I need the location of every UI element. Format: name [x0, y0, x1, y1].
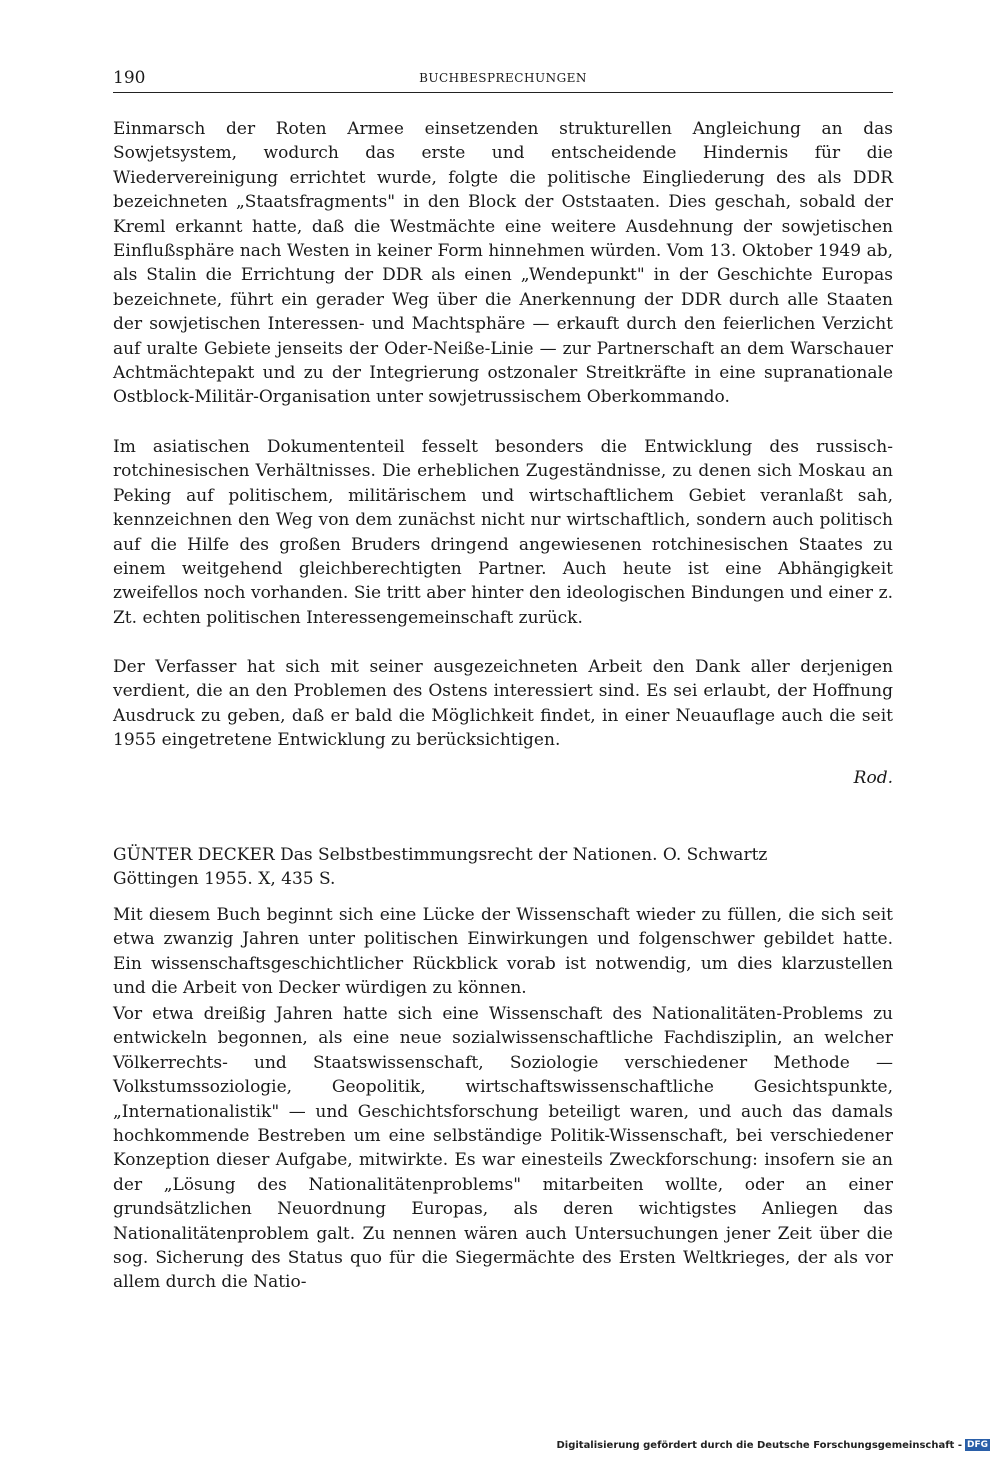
review1-paragraph-3: Der Verfasser hat sich mit seiner ausgezeichneten Arbeit den Dank aller derjenigen verdient, die an den Problemen des Ostens interessiert sind. Es sei erlaubt, der Hoffnung Ausdruck zu geben, daß er bald die Möglichkeit findet, in einer Neuauflage auch die seit 1955 eingetretene Entwicklung zu berücksichtigen. [113, 657, 893, 751]
running-head: BUCHBESPRECHUNGEN [419, 71, 587, 85]
review2-heading-line2: Göttingen 1955. X, 435 S. [113, 869, 336, 889]
page-number: 190 [113, 68, 146, 88]
header-rule [113, 92, 893, 93]
review2-paragraph-1: Mit diesem Buch beginnt sich eine Lücke der Wissenschaft wieder zu füllen, die sich seit etwa zwanzig Jahren unter politischen Einwirkungen und folgenschwer gebildet hatte. Ein wissenschaftsgeschichtlicher Rückblick vorab ist notwendig, um dies klarzustellen und die Arbeit von Decker würdigen zu können. [113, 905, 893, 999]
review2-heading [113, 843, 893, 891]
review2-heading-line1: GÜNTER DECKER Das Selbstbestimmungsrecht der Nationen. O. Schwartz [113, 845, 768, 865]
footer-credit: Digitalisierung gefördert durch die Deutsche Forschungsgemeinschaft - [556, 1439, 962, 1451]
review1-paragraph-1: Einmarsch der Roten Armee einsetzenden strukturellen Angleichung an das Sowjetsystem, wodurch das erste und entscheidende Hindernis für die Wiedervereinigung errichtet wurde, folgte die politische Eingliederung des als DDR bezeichneten „Staatsfragments" in den Block der Oststaaten. Dies geschah, sobald der Kreml erkannt hatte, daß die Westmächte eine weitere Ausdehnung der sowjetischen Einflußsphäre nach Westen in keiner Form hinnehmen würden. Vom 13. Oktober 1949 ab, als Stalin die Errichtung der DDR als einen „Wendepunkt" in der Geschichte Europas bezeichnete, führt ein gerader Weg über die Anerkennung der DDR durch alle Staaten der sowjetischen Interessen- und Machtsphäre — erkauft durch den feierlichen Verzicht auf uralte Gebiete jenseits der Oder-Neiße-Linie — zur Partnerschaft an dem Warschauer Achtmächtepakt und zu der Integrierung ostzonaler Streitkräfte in eine supranationale Ostblock-Militär-Organisation unter sowjetrussischem Oberkommando. [113, 119, 893, 408]
digitization-footer [556, 1439, 990, 1451]
review1-signature: Rod. [853, 768, 893, 788]
page-header [113, 68, 893, 92]
review2-paragraph-2: Vor etwa dreißig Jahren hatte sich eine Wissenschaft des Nationalitäten-Problems zu entwickeln begonnen, als eine neue sozialwissenschaftliche Fachdisziplin, an welcher Völkerrechts- und Staatswissenschaft, Soziologie verschiedener Methode — Volkstumssoziologie, Geopolitik, wirtschaftswissenschaftliche Gesichtspunkte, „Internationalistik" — und Geschichtsforschung beteiligt waren, und auch das damals hochkommende Bestreben um eine selbständige Politik-Wissenschaft, bei verschiedener Konzeption dieser Aufgabe, mitwirkte. Es war einesteils Zweckforschung: insofern sie an der „Lösung des Nationalitätenproblems" mitarbeiten wollte, oder an einer grundsätzlichen Neuordnung Europas, als deren wichtigstes Anliegen das Nationalitätenproblem galt. Zu nennen wären auch Untersuchungen jener Zeit über die sog. Sicherung des Status quo für die Siegermächte des Ersten Weltkrieges, der als vor allem durch die Natio- [113, 1004, 893, 1293]
review1-paragraph-2: Im asiatischen Dokumententeil fesselt besonders die Entwicklung des russisch-rotchinesischen Verhältnisses. Die erheblichen Zugeständnisse, zu denen sich Moskau an Peking auf politischem, militärischem und wirtschaftlichem Gebiet veranlaßt sah, kennzeichnen den Weg von dem zunächst nicht nur wirtschaftlich, sondern auch politisch auf die Hilfe des großen Bruders dringend angewiesenen rotchinesischen Staates zu einem weitgehend gleichberechtigten Partner. Auch heute ist eine Abhängigkeit zweifellos noch vorhanden. Sie tritt aber hinter den ideologischen Bindungen und einer z. Zt. echten politischen Interessengemeinschaft zurück. [113, 437, 893, 628]
dfg-logo: DFG [966, 1440, 988, 1450]
